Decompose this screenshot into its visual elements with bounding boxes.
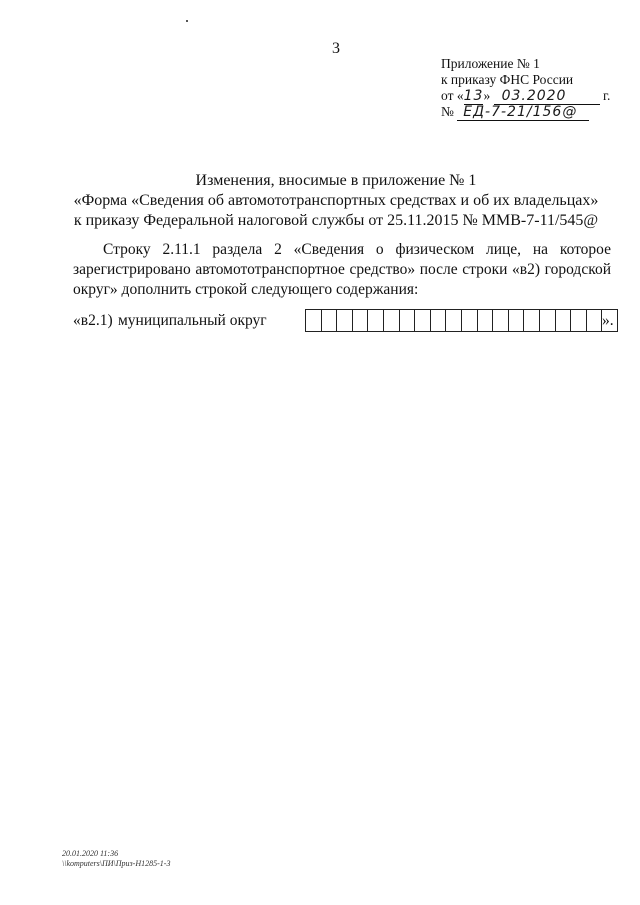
footer-stamp bbox=[62, 849, 170, 869]
input-cell bbox=[336, 309, 352, 332]
input-cell bbox=[383, 309, 399, 332]
row-code: «в2.1) bbox=[73, 312, 113, 329]
input-cell bbox=[555, 309, 571, 332]
annex-number-line bbox=[441, 104, 611, 120]
title-line-3: к приказу Федеральной налоговой службы от 25.11.2015 № ММВ-7-11/545@ bbox=[73, 212, 599, 229]
input-cell bbox=[539, 309, 555, 332]
date-rest-handwritten: 03.2020 bbox=[494, 88, 600, 105]
input-cell bbox=[445, 309, 461, 332]
input-cell bbox=[492, 309, 508, 332]
input-cell bbox=[321, 309, 337, 332]
row-label: муниципальный округ bbox=[118, 312, 267, 329]
row-closing: ». bbox=[602, 312, 614, 329]
date-prefix: от « bbox=[441, 88, 464, 103]
footer-line-1: 20.01.2020 11:36 bbox=[62, 849, 119, 858]
input-cell bbox=[430, 309, 446, 332]
date-mid: » bbox=[483, 88, 491, 103]
input-cell bbox=[399, 309, 415, 332]
date-suffix: г. bbox=[602, 88, 611, 103]
number-prefix: № bbox=[441, 104, 454, 119]
input-cell bbox=[461, 309, 477, 332]
annex-date-line bbox=[441, 88, 611, 104]
number-handwritten: ЕД-7-21/156@ bbox=[457, 104, 589, 121]
title-line-1: Изменения, вносимые в приложение № 1 bbox=[195, 172, 477, 189]
body-paragraph: Строку 2.11.1 раздела 2 «Сведения о физическом лице, на которое зарегистрировано автомототранспортное средство» после строки «в2) городской округ» дополнить строкой следующего содержания: bbox=[73, 241, 611, 298]
input-cell bbox=[352, 309, 368, 332]
input-cell bbox=[414, 309, 430, 332]
scan-speck bbox=[186, 20, 188, 22]
form-row bbox=[0, 309, 640, 333]
document-title bbox=[0, 171, 640, 231]
annex-block bbox=[441, 56, 611, 120]
footer-line-2: \\komputers\ПИ\Приз-Н1285-1-3 bbox=[62, 859, 171, 868]
input-cell bbox=[367, 309, 383, 332]
input-cell bbox=[477, 309, 493, 332]
input-cell bbox=[570, 309, 586, 332]
annex-title: Приложение № 1 bbox=[441, 56, 540, 71]
title-line-2: «Форма «Сведения об автомототранспортных средствах и об их владельцах» bbox=[73, 192, 599, 209]
date-day-handwritten: 13 bbox=[463, 88, 484, 104]
input-cell bbox=[586, 309, 602, 332]
input-cells bbox=[305, 309, 618, 331]
input-cell bbox=[508, 309, 524, 332]
page-number: 3 bbox=[332, 40, 340, 57]
annex-order-ref: к приказу ФНС России bbox=[441, 72, 574, 87]
input-cell bbox=[523, 309, 539, 332]
input-cell bbox=[305, 309, 321, 332]
